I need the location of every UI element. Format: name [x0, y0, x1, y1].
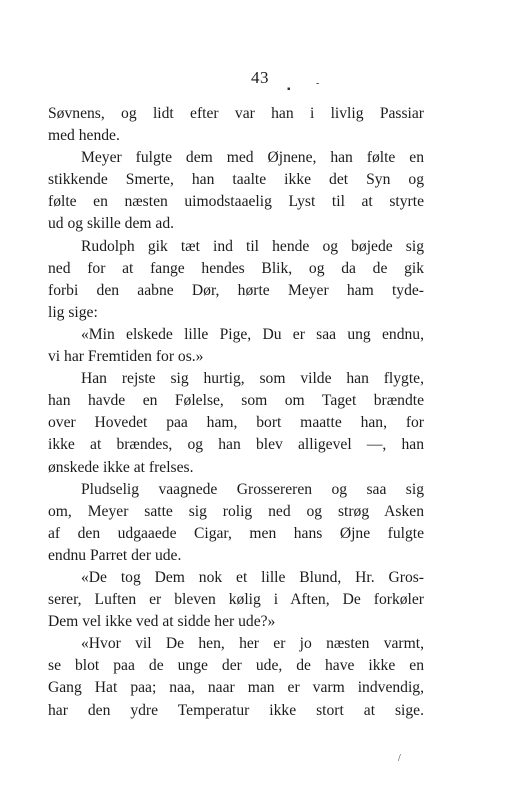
text-line: endnu Parret der ude.	[48, 546, 182, 564]
text-line: Gang Hat paa; naa, naar man er varm indvendig,	[48, 679, 424, 697]
text-line: «De tog Dem nok et lille Blund, Hr. Gros-	[81, 568, 424, 586]
text-line: lig sige:	[48, 303, 98, 321]
text-line: ud og skille dem ad.	[48, 215, 175, 233]
text-line: ikke at brændes, og han blev alligevel —, han	[48, 436, 424, 454]
text-line: se blot paa de unge der ude, de have ikke en	[48, 657, 424, 675]
text-line: serer, Luften er bleven kølig i Aften, De forkøler	[48, 591, 424, 609]
page-number: 43	[251, 68, 269, 87]
text-line: har den ydre Temperatur ikke stort at sige.	[48, 701, 424, 719]
text-line: Rudolph gik tæt ind til hende og bøjede sig	[81, 237, 424, 255]
text-line: «Min elskede lille Pige, Du er saa ung endnu,	[81, 325, 424, 343]
ink-speck: ▪	[287, 84, 291, 95]
ink-speck: /	[398, 753, 401, 764]
text-line: Meyer fulgte dem med Øjnene, han følte en	[81, 149, 424, 167]
text-line: ønskede ikke at frelses.	[48, 458, 194, 476]
text-line: han havde en Følelse, som om Taget brændte	[48, 392, 424, 410]
text-line: stikkende Smerte, han taalte ikke det Syn og	[48, 171, 424, 189]
text-line: forbi den aabne Dør, hørte Meyer ham tyde-	[48, 281, 424, 299]
text-line: «Hvor vil De hen, her er jo næsten varmt,	[81, 635, 424, 653]
text-line: vi har Fremtiden for os.»	[48, 348, 204, 366]
text-line: følte en næsten uimodstaaelig Lyst til at styrte	[48, 193, 424, 211]
text-line: med hende.	[48, 127, 120, 145]
text-line: ned for at fange hendes Blik, og da de gik	[48, 259, 424, 277]
body-text	[48, 103, 424, 722]
text-line: Pludselig vaagnede Grossereren og saa sig	[81, 480, 424, 498]
text-line: af den udgaaede Cigar, men hans Øjne fulgte	[48, 524, 424, 542]
text-line: Han rejste sig hurtig, som vilde han flygte,	[81, 370, 424, 388]
ink-speck: -	[316, 78, 320, 89]
text-line: over Hovedet paa ham, bort maatte han, for	[48, 414, 424, 432]
text-line: Søvnens, og lidt efter var han i livlig Passiar	[48, 105, 424, 122]
text-line: om, Meyer satte sig rolig ned og strøg Asken	[48, 502, 424, 520]
text-line: Dem vel ikke ved at sidde her ude?»	[48, 613, 276, 631]
